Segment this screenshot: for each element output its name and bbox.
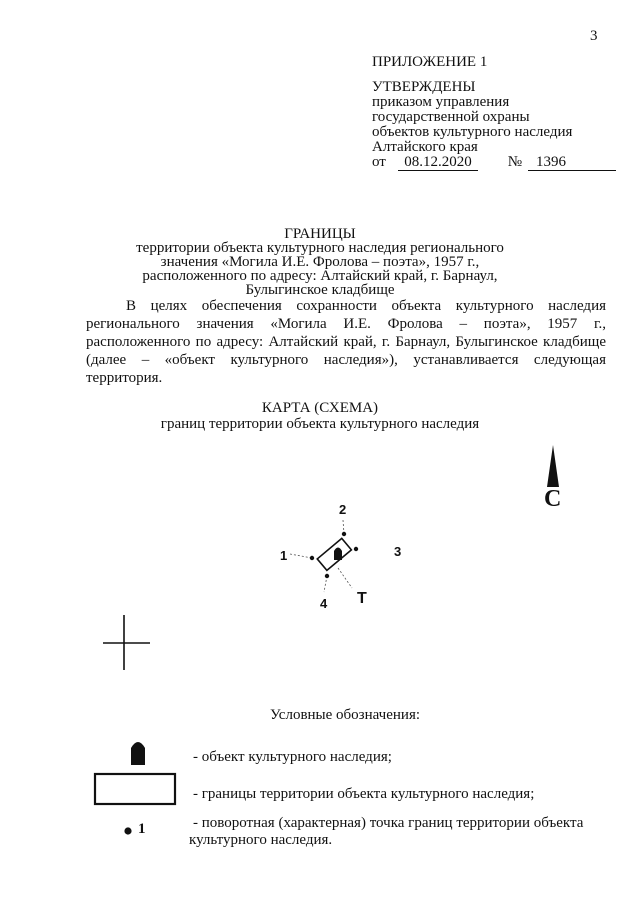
map-subheading: границ территории объекта культурного наследия bbox=[160, 416, 480, 432]
date-prefix: от bbox=[372, 154, 386, 170]
legend-item-object: - объект культурного наследия; bbox=[193, 749, 392, 765]
title-heading: ГРАНИЦЫ bbox=[284, 226, 356, 242]
legend-boundary-icon bbox=[95, 774, 175, 804]
approval-line: Алтайского края bbox=[372, 139, 478, 155]
turning-point-icon bbox=[342, 532, 346, 536]
number-prefix: № bbox=[507, 154, 522, 170]
turning-point-icon bbox=[310, 556, 314, 560]
title-line: территории объекта культурного наследия регионального bbox=[136, 240, 504, 256]
point-label-3: 3 bbox=[394, 544, 402, 559]
legend-item-point: - поворотная (характерная) точка границ территории объекта bbox=[193, 815, 584, 831]
body-paragraph: В целях обеспечения сохранности объекта культурного наследия регионального значения «Могила И.Е. Фролова – поэта», 1957 г., расположенного по адресу: Алтайский край, г. Барнаул, Булыгинское кладбище (далее – «объект культурного наследия»), устанавливается следующая территория. bbox=[86, 298, 606, 386]
legend-item-boundary: - границы территории объекта культурного наследия; bbox=[193, 786, 535, 802]
map-symbol-label: Т bbox=[357, 590, 367, 607]
approval-line: приказом управления bbox=[372, 94, 510, 110]
legend-object-icon bbox=[131, 742, 145, 765]
legend-point-icon bbox=[124, 827, 131, 834]
turning-point-icon bbox=[325, 574, 329, 578]
appendix-label: ПРИЛОЖЕНИЕ 1 bbox=[372, 54, 488, 70]
legend-point-label: 1 bbox=[138, 821, 146, 837]
approved-label: УТВЕРЖДЕНЫ bbox=[372, 79, 476, 95]
grid-cross-icon bbox=[103, 615, 150, 670]
point-label-1: 1 bbox=[280, 548, 288, 563]
approval-line: государственной охраны bbox=[372, 109, 530, 125]
legend-title: Условные обозначения: bbox=[269, 707, 421, 723]
order-date: 08.12.2020 bbox=[398, 155, 478, 171]
page-number: 3 bbox=[590, 28, 598, 44]
legend-item-point-cont: культурного наследия. bbox=[189, 832, 333, 848]
north-arrow-icon bbox=[547, 445, 559, 487]
point-label-2: 2 bbox=[339, 502, 347, 517]
north-label: С bbox=[544, 486, 562, 512]
title-line: Булыгинское кладбище bbox=[245, 282, 395, 298]
title-line: значения «Могила И.Е. Фролова – поэта», 1957 г., bbox=[160, 254, 480, 270]
map-heading: КАРТА (СХЕМА) bbox=[261, 400, 379, 416]
heritage-object-icon bbox=[334, 548, 342, 561]
title-line: расположенного по адресу: Алтайский край, г. Барнаул, bbox=[142, 268, 498, 284]
approval-line: объектов культурного наследия bbox=[372, 124, 573, 140]
order-number: 1396 bbox=[528, 155, 616, 171]
turning-point-icon bbox=[354, 547, 358, 551]
point-label-4: 4 bbox=[320, 596, 328, 611]
